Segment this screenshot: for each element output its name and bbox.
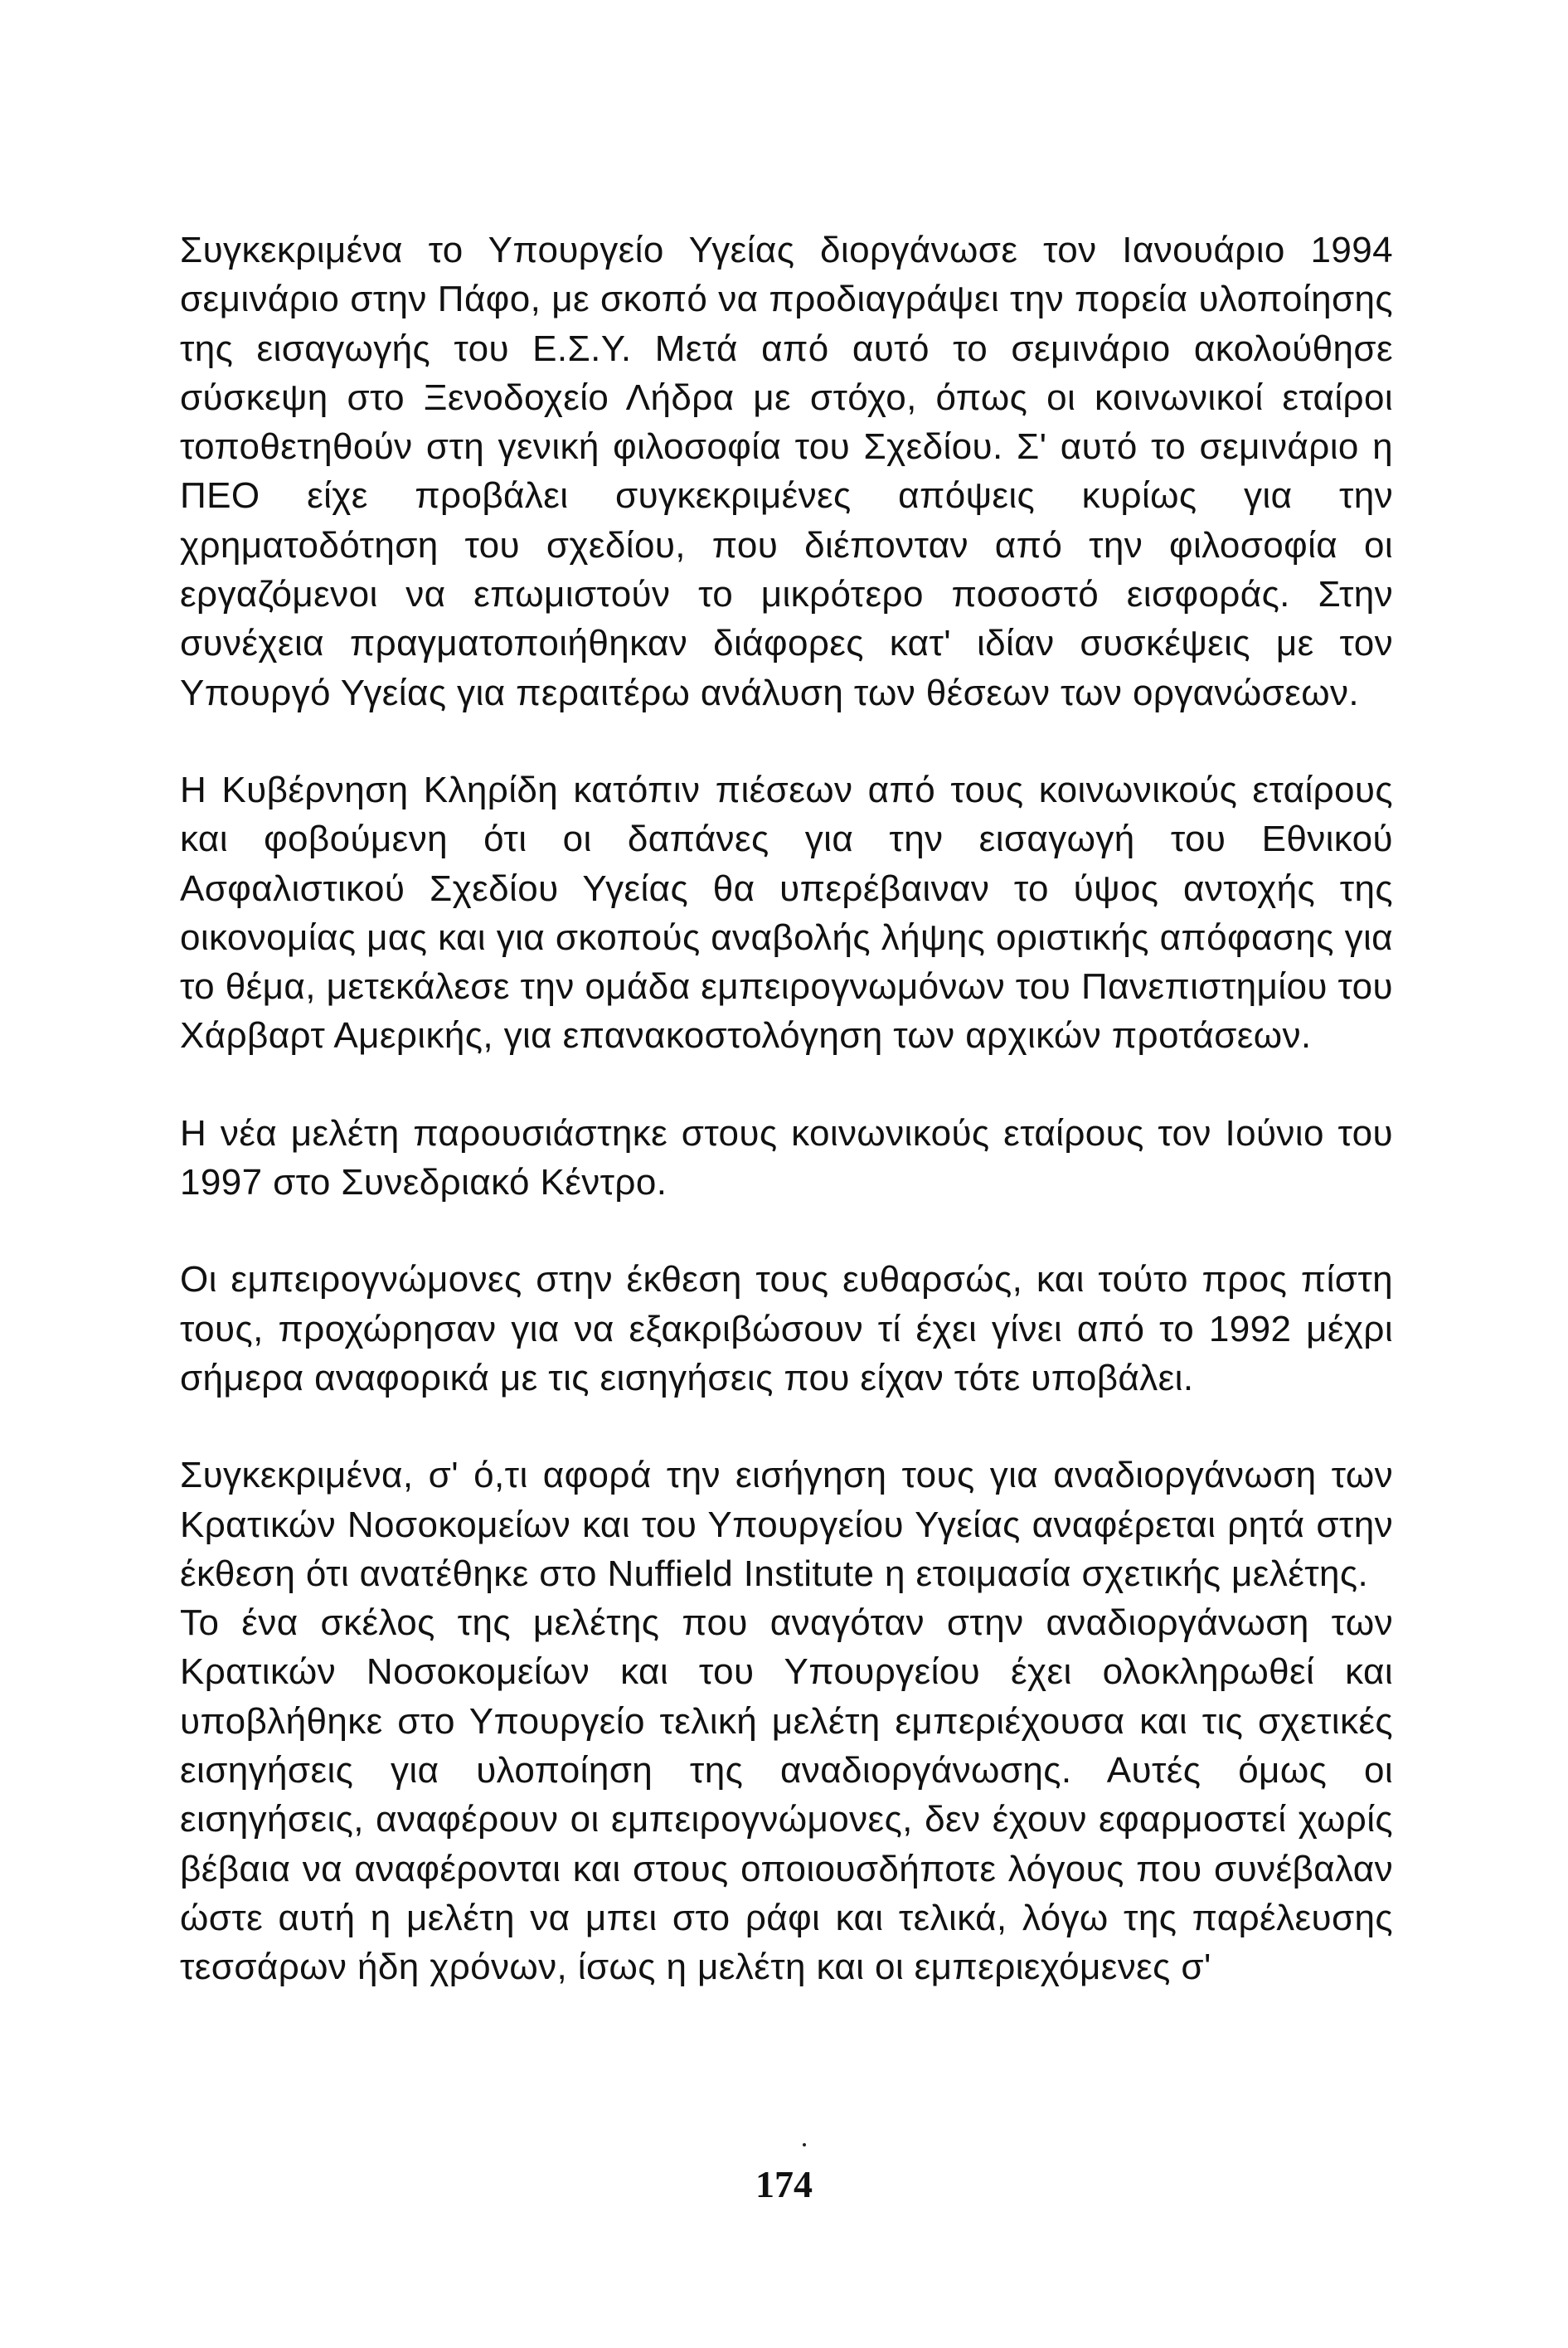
page-number: 174	[755, 2163, 813, 2205]
paragraph-reorganisation: Συγκεκριμένα, σ' ό,τι αφορά την εισήγηση τους για αναδιοργάνωση των Κρατικών Νοσοκομείων και του Υπουργείου Υγείας αναφέρεται ρητά στην έκθεση ότι ανατέθηκε στο Nuffield Institute η ετοιμασία σχετικής μελέτης.	[180, 1455, 1393, 1594]
paragraph-new-study: Η νέα μελέτη παρουσιάστηκε στους κοινωνικούς εταίρους τον Ιούνιο του 1997 στο Συνεδριακό Κέντρο.	[180, 1112, 1393, 1203]
paragraph-study-section: Το ένα σκέλος της μελέτης που αναγόταν στην αναδιοργάνωση των Κρατικών Νοσοκομείων και του Υπουργείου έχει ολοκληρωθεί και υποβλήθηκε στο Υπουργείο τελική μελέτη εμπεριέχουσα και τις σχετικές εισηγήσεις για υλοποίηση της αναδιοργάνωσης. Αυτές όμως οι εισηγήσεις, αναφέρουν οι εμπειρογνώμονες, δεν έχουν εφαρμοστεί χωρίς βέβαια να αναφέρονται και στους οποιουσδήποτε λόγους που συνέβαλαν ώστε αυτή η μελέτη να μπει στο ράφι και τελικά, λόγω της παρέλευσης τεσσάρων ήδη χρόνων, ίσως η μελέτη και οι εμπεριεχόμενες σ'	[180, 1602, 1393, 1988]
stray-dot-mark	[803, 2143, 806, 2146]
body-text	[180, 226, 1393, 1992]
paragraph-seminar: Συγκεκριμένα το Υπουργείο Υγείας διοργάνωσε τον Ιανουάριο 1994 σεμινάριο στην Πάφο, με σκοπό να προδιαγράψει την πορεία υλοποίησης της εισαγωγής του Ε.Σ.Υ. Μετά από αυτό το σεμινάριο ακολούθησε σύσκεψη στο Ξενοδοχείο Λήδρα με στόχο, όπως οι κοινωνικοί εταίροι τοποθετηθούν στη γενική φιλοσοφία του Σχεδίου. Σ' αυτό το σεμινάριο η ΠΕΟ είχε προβάλει συγκεκριμένες απόψεις κυρίως για την χρηματοδότηση του σχεδίου, που διέπονταν από την φιλοσοφία οι εργαζόμενοι να επωμιστούν το μικρότερο ποσοστό εισφοράς. Στην συνέχεια πραγματοποιήθηκαν διάφορες κατ' ιδίαν συσκέψεις με τον Υπουργό Υγείας για περαιτέρω ανάλυση των θέσεων των οργανώσεων.	[180, 230, 1393, 713]
paragraph-government: Η Κυβέρνηση Κληρίδη κατόπιν πιέσεων από τους κοινωνικούς εταίρους και φοβούμενη ότι οι δαπάνες για την εισαγωγή του Εθνικού Ασφαλιστικού Σχεδίου Υγείας θα υπερέβαιναν το ύψος αντοχής της οικονομίας μας και για σκοπούς αναβολής λήψης οριστικής απόφασης για το θέμα, μετεκάλεσε την ομάδα εμπειρογνωμόνων του Πανεπιστημίου του Χάρβαρτ Αμερικής, για επανακοστολόγηση των αρχικών προτάσεων.	[180, 769, 1393, 1057]
paragraph-experts: Οι εμπειρογνώμονες στην έκθεση τους ευθαρσώς, και τούτο προς πίστη τους, προχώρησαν για να εξακριβώσουν τί έχει γίνει από το 1992 μέχρι σήμερα αναφορικά με τις εισηγήσεις που είχαν τότε υποβάλει.	[180, 1259, 1393, 1398]
